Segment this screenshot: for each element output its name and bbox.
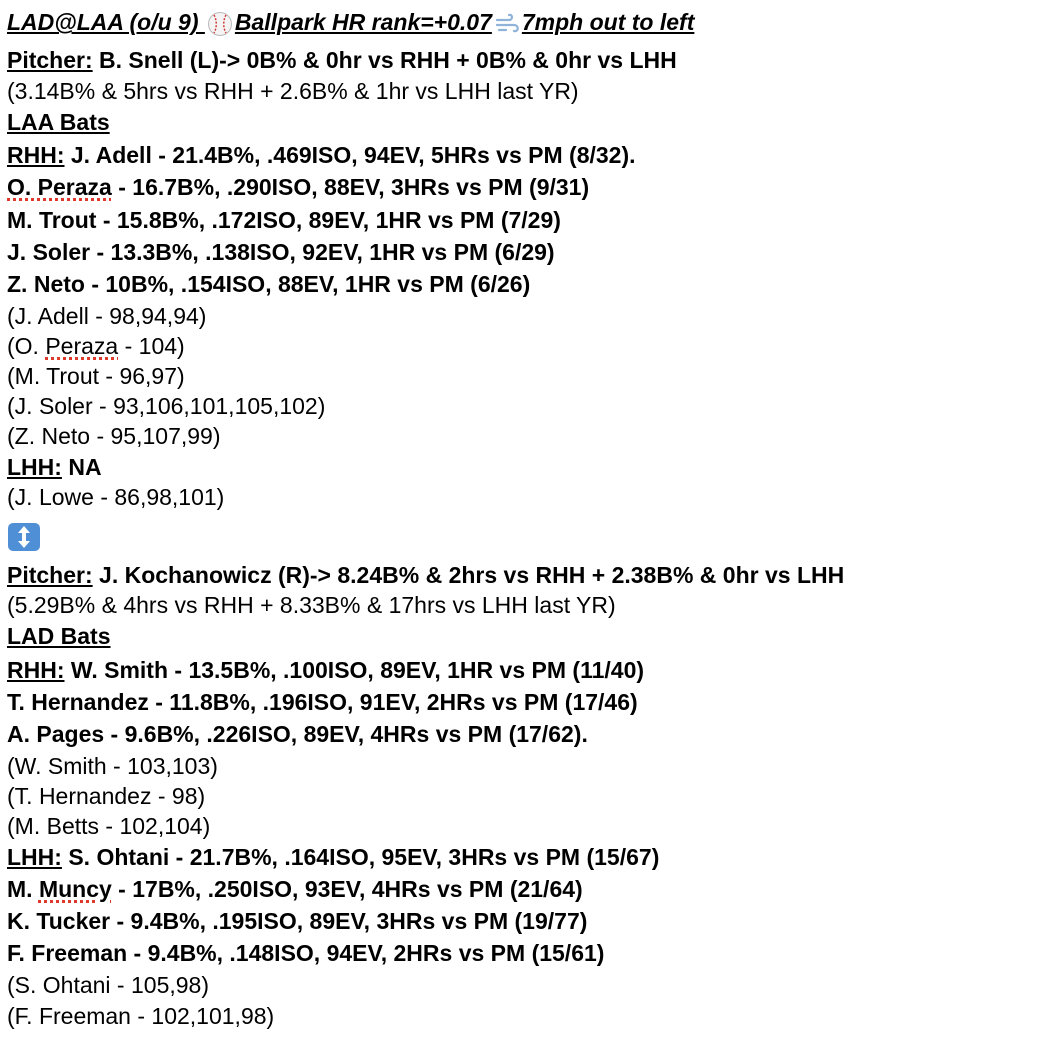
batter-stats: - 17B%, .250ISO, 93EV, 4HRs vs PM (21/64) <box>111 876 583 902</box>
up-down-arrow-icon <box>7 522 41 554</box>
batter-name: O. Peraza <box>7 174 112 200</box>
pitcher-last-year-snell: (3.14B% & 5hrs vs RHH + 2.6B% & 1hr vs LHH last YR) <box>7 78 579 104</box>
ev-prefix: (O. <box>7 333 46 359</box>
pitcher-last-year-kochanowicz: (5.29B% & 4hrs vs RHH + 8.33B% & 17hrs vs LHH last YR) <box>7 592 616 618</box>
batter-line-pages: A. Pages - 9.6B%, .226ISO, 89EV, 4HRs vs PM (17/62). <box>7 721 588 747</box>
batter-stats: - 16.7B%, .290ISO, 88EV, 3HRs vs PM (9/31) <box>111 174 590 200</box>
batter-line-peraza <box>7 172 589 202</box>
batter-line-hernandez: T. Hernandez - 11.8B%, .196ISO, 91EV, 2HRs vs PM (17/46) <box>7 689 638 715</box>
ballpark-rank-text: Ballpark HR rank=+0.07 <box>234 9 492 35</box>
lhh-line-laa <box>7 452 102 482</box>
batter-line-neto: Z. Neto - 10B%, .154ISO, 88EV, 1HR vs PM (6/26) <box>7 271 531 297</box>
pitcher-line-kochanowicz <box>7 560 844 590</box>
batter-stats: J. Adell - 21.4B%, .469ISO, 94EV, 5HRs vs PM (8/32). <box>70 142 636 168</box>
ev-line-trout: (M. Trout - 96,97) <box>7 363 185 389</box>
ev-line-betts: (M. Betts - 102,104) <box>7 813 211 839</box>
ev-line-soler: (J. Soler - 93,106,101,105,102) <box>7 393 326 419</box>
matchup-header <box>7 7 694 37</box>
batter-line-ohtani <box>7 842 659 872</box>
batter-line-adell <box>7 140 636 170</box>
wind-icon <box>494 11 520 37</box>
batter-line-trout: M. Trout - 15.8B%, .172ISO, 89EV, 1HR vs PM (7/29) <box>7 207 561 233</box>
baseball-icon <box>207 11 233 37</box>
pitcher-stats: B. Snell (L)-> 0B% & 0hr vs RHH + 0B% & 0hr vs LHH <box>99 47 677 73</box>
rhh-label: RHH: <box>7 142 65 168</box>
batter-line-tucker: K. Tucker - 9.4B%, .195ISO, 89EV, 3HRs vs PM (19/77) <box>7 908 588 934</box>
batter-stats: W. Smith - 13.5B%, .100ISO, 89EV, 1HR vs PM (11/40) <box>70 657 645 683</box>
ev-line-hernandez: (T. Hernandez - 98) <box>7 783 206 809</box>
batter-stats: S. Ohtani - 21.7B%, .164ISO, 95EV, 3HRs vs PM (15/67) <box>68 844 660 870</box>
batter-name: Muncy <box>38 876 112 902</box>
ev-line-neto: (Z. Neto - 95,107,99) <box>7 423 221 449</box>
lad-bats-title: LAD Bats <box>7 623 111 649</box>
pitcher-stats: J. Kochanowicz (R)-> 8.24B% & 2hrs vs RHH + 2.38B% & 0hr vs LHH <box>99 562 845 588</box>
batter-line-freeman: F. Freeman - 9.4B%, .148ISO, 94EV, 2HRs vs PM (15/61) <box>7 940 605 966</box>
pitcher-line-snell <box>7 45 677 75</box>
lhh-value: NA <box>61 454 102 480</box>
batter-line-muncy <box>7 874 583 904</box>
batter-line-soler: J. Soler - 13.3B%, .138ISO, 92EV, 1HR vs PM (6/29) <box>7 239 555 265</box>
ev-line-adell: (J. Adell - 98,94,94) <box>7 303 207 329</box>
ev-values: - 104) <box>118 333 185 359</box>
ev-line-lowe: (J. Lowe - 86,98,101) <box>7 484 225 510</box>
lhh-label: LHH: <box>7 844 62 870</box>
batter-prefix: M. <box>7 876 39 902</box>
ev-line-smith: (W. Smith - 103,103) <box>7 753 218 779</box>
matchup-text: LAD@LAA (o/u 9) <box>7 9 199 35</box>
ev-line-freeman: (F. Freeman - 102,101,98) <box>7 1003 275 1029</box>
ev-name: Peraza <box>45 333 119 359</box>
ev-line-peraza <box>7 331 185 361</box>
rhh-label: RHH: <box>7 657 65 683</box>
batter-line-smith <box>7 655 644 685</box>
wind-text: 7mph out to left <box>521 9 695 35</box>
laa-bats-title: LAA Bats <box>7 109 110 135</box>
lhh-label: LHH: <box>7 454 62 480</box>
pitcher-label: Pitcher: <box>7 47 93 73</box>
ev-line-ohtani: (S. Ohtani - 105,98) <box>7 972 209 998</box>
pitcher-label: Pitcher: <box>7 562 93 588</box>
